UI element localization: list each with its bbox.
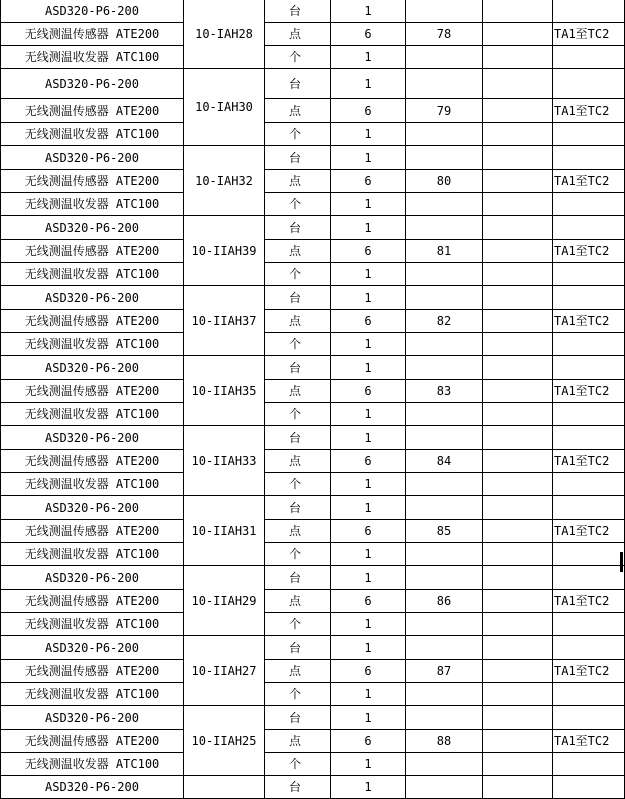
unit-cell[interactable]: 台 — [265, 496, 331, 520]
table-row — [1, 520, 625, 543]
quantity-cell[interactable]: 1 — [331, 683, 406, 706]
table-row — [1, 23, 625, 46]
blank-cell[interactable] — [483, 310, 553, 333]
quantity-cell[interactable]: 6 — [331, 590, 406, 613]
table-row — [1, 46, 625, 69]
sequence-cell[interactable]: 80 — [406, 170, 483, 193]
blank-cell[interactable] — [406, 216, 483, 240]
unit-cell[interactable]: 个 — [265, 123, 331, 146]
unit-cell[interactable]: 台 — [265, 0, 331, 23]
range-cell[interactable]: TA1至TC2 — [553, 520, 625, 543]
unit-cell[interactable]: 点 — [265, 660, 331, 683]
quantity-cell[interactable]: 6 — [331, 450, 406, 473]
item-name-cell[interactable]: 无线测温传感器 ATE200 — [1, 23, 184, 46]
panel-code-cell[interactable]: 10-IIAH29 — [184, 566, 265, 636]
blank-cell[interactable] — [483, 193, 553, 216]
item-name-cell[interactable]: ASD320-P6-200 — [1, 146, 184, 170]
quantity-cell[interactable]: 1 — [331, 216, 406, 240]
unit-cell[interactable]: 台 — [265, 146, 331, 170]
table-row — [1, 450, 625, 473]
quantity-cell[interactable]: 1 — [331, 543, 406, 566]
table-row — [1, 263, 625, 286]
unit-cell[interactable]: 台 — [265, 776, 331, 799]
blank-cell[interactable] — [406, 683, 483, 706]
item-name-cell[interactable]: 无线测温传感器 ATE200 — [1, 660, 184, 683]
panel-code-cell[interactable]: 10-IAH28 — [184, 0, 265, 69]
quantity-cell[interactable]: 1 — [331, 613, 406, 636]
blank-cell[interactable] — [483, 403, 553, 426]
blank-cell[interactable] — [553, 706, 625, 730]
item-name-cell[interactable]: 无线测温收发器 ATC100 — [1, 613, 184, 636]
table-row — [1, 356, 625, 380]
unit-cell[interactable]: 台 — [265, 636, 331, 660]
table-row — [1, 473, 625, 496]
quantity-cell[interactable]: 6 — [331, 310, 406, 333]
blank-cell[interactable] — [483, 496, 553, 520]
unit-cell[interactable]: 点 — [265, 23, 331, 46]
item-name-cell[interactable]: 无线测温传感器 ATE200 — [1, 170, 184, 193]
table-row — [1, 69, 625, 99]
blank-cell[interactable] — [483, 69, 553, 99]
item-name-cell[interactable]: 无线测温传感器 ATE200 — [1, 730, 184, 753]
unit-cell[interactable]: 台 — [265, 216, 331, 240]
blank-cell[interactable] — [553, 543, 625, 566]
blank-cell[interactable] — [406, 333, 483, 356]
table-row — [1, 636, 625, 660]
blank-cell[interactable] — [483, 543, 553, 566]
table-row — [1, 683, 625, 706]
blank-cell[interactable] — [483, 333, 553, 356]
quantity-cell[interactable]: 1 — [331, 333, 406, 356]
table-row — [1, 496, 625, 520]
quantity-cell[interactable]: 1 — [331, 636, 406, 660]
blank-cell[interactable] — [483, 706, 553, 730]
item-name-cell[interactable]: ASD320-P6-200 — [1, 356, 184, 380]
table-row — [1, 310, 625, 333]
blank-cell[interactable] — [553, 356, 625, 380]
blank-cell[interactable] — [483, 590, 553, 613]
table-row — [1, 403, 625, 426]
blank-cell[interactable] — [483, 263, 553, 286]
blank-cell[interactable] — [483, 240, 553, 263]
blank-cell[interactable] — [406, 286, 483, 310]
quantity-cell[interactable]: 1 — [331, 753, 406, 776]
item-name-cell[interactable]: ASD320-P6-200 — [1, 496, 184, 520]
unit-cell[interactable]: 点 — [265, 380, 331, 403]
blank-cell[interactable] — [406, 706, 483, 730]
blank-cell[interactable] — [483, 613, 553, 636]
blank-cell[interactable] — [483, 753, 553, 776]
blank-cell[interactable] — [406, 613, 483, 636]
unit-cell[interactable]: 个 — [265, 193, 331, 216]
blank-cell[interactable] — [483, 380, 553, 403]
unit-cell[interactable]: 个 — [265, 683, 331, 706]
item-name-cell[interactable]: 无线测温传感器 ATE200 — [1, 99, 184, 123]
blank-cell[interactable] — [483, 123, 553, 146]
sequence-cell[interactable]: 82 — [406, 310, 483, 333]
item-name-cell[interactable]: 无线测温收发器 ATC100 — [1, 123, 184, 146]
quantity-cell[interactable]: 1 — [331, 0, 406, 23]
panel-code-cell[interactable]: 10-IAH30 — [184, 69, 265, 146]
unit-cell[interactable]: 台 — [265, 356, 331, 380]
blank-cell[interactable] — [483, 23, 553, 46]
table-row — [1, 333, 625, 356]
table-row — [1, 286, 625, 310]
blank-cell[interactable] — [406, 146, 483, 170]
blank-cell[interactable] — [553, 403, 625, 426]
table-row — [1, 193, 625, 216]
range-cell[interactable]: TA1至TC2 — [553, 99, 625, 123]
table-row — [1, 776, 625, 799]
unit-cell[interactable]: 点 — [265, 240, 331, 263]
cell-cursor-marker — [620, 552, 623, 572]
blank-cell[interactable] — [406, 263, 483, 286]
item-name-cell[interactable]: 无线测温收发器 ATC100 — [1, 683, 184, 706]
unit-cell[interactable]: 台 — [265, 706, 331, 730]
sequence-cell[interactable]: 84 — [406, 450, 483, 473]
blank-cell[interactable] — [483, 286, 553, 310]
unit-cell[interactable]: 点 — [265, 590, 331, 613]
quantity-cell[interactable]: 1 — [331, 496, 406, 520]
blank-cell[interactable] — [553, 193, 625, 216]
blank-cell[interactable] — [406, 636, 483, 660]
blank-cell[interactable] — [406, 193, 483, 216]
sequence-cell[interactable]: 87 — [406, 660, 483, 683]
panel-code-cell[interactable]: 10-IIAH33 — [184, 426, 265, 496]
blank-cell[interactable] — [483, 660, 553, 683]
blank-cell[interactable] — [483, 636, 553, 660]
blank-cell[interactable] — [483, 473, 553, 496]
table-row — [1, 426, 625, 450]
range-cell[interactable]: TA1至TC2 — [553, 730, 625, 753]
table-row — [1, 0, 625, 23]
quantity-cell[interactable]: 1 — [331, 46, 406, 69]
quantity-cell[interactable]: 6 — [331, 520, 406, 543]
blank-cell[interactable] — [553, 776, 625, 799]
range-cell[interactable]: TA1至TC2 — [553, 380, 625, 403]
sequence-cell[interactable]: 81 — [406, 240, 483, 263]
panel-code-cell[interactable]: 10-IIAH31 — [184, 496, 265, 566]
range-cell[interactable]: TA1至TC2 — [553, 170, 625, 193]
quantity-cell[interactable]: 1 — [331, 286, 406, 310]
item-name-cell[interactable]: 无线测温收发器 ATC100 — [1, 263, 184, 286]
unit-cell[interactable]: 点 — [265, 170, 331, 193]
blank-cell[interactable] — [553, 286, 625, 310]
blank-cell[interactable] — [553, 146, 625, 170]
unit-cell[interactable]: 点 — [265, 310, 331, 333]
item-name-cell[interactable]: ASD320-P6-200 — [1, 216, 184, 240]
unit-cell[interactable]: 个 — [265, 46, 331, 69]
panel-code-cell[interactable]: 10-IIAH27 — [184, 636, 265, 706]
blank-cell[interactable] — [553, 566, 625, 590]
item-name-cell[interactable]: ASD320-P6-200 — [1, 776, 184, 799]
sequence-cell[interactable]: 79 — [406, 99, 483, 123]
quantity-cell[interactable]: 1 — [331, 426, 406, 450]
table-row — [1, 380, 625, 403]
unit-cell[interactable]: 个 — [265, 543, 331, 566]
unit-cell[interactable]: 台 — [265, 286, 331, 310]
blank-cell[interactable] — [483, 426, 553, 450]
table-row — [1, 146, 625, 170]
blank-cell[interactable] — [553, 69, 625, 99]
range-cell[interactable]: TA1至TC2 — [553, 310, 625, 333]
item-name-cell[interactable]: ASD320-P6-200 — [1, 636, 184, 660]
panel-code-cell[interactable] — [184, 776, 265, 799]
blank-cell[interactable] — [406, 426, 483, 450]
quantity-cell[interactable]: 6 — [331, 99, 406, 123]
blank-cell[interactable] — [553, 683, 625, 706]
blank-cell[interactable] — [553, 123, 625, 146]
panel-code-cell[interactable]: 10-IIAH25 — [184, 706, 265, 776]
range-cell[interactable]: TA1至TC2 — [553, 23, 625, 46]
unit-cell[interactable]: 点 — [265, 520, 331, 543]
blank-cell[interactable] — [483, 99, 553, 123]
sequence-cell[interactable]: 88 — [406, 730, 483, 753]
blank-cell[interactable] — [406, 473, 483, 496]
blank-cell[interactable] — [553, 473, 625, 496]
unit-cell[interactable]: 台 — [265, 69, 331, 99]
range-cell[interactable]: TA1至TC2 — [553, 450, 625, 473]
blank-cell[interactable] — [553, 263, 625, 286]
blank-cell[interactable] — [483, 0, 553, 23]
blank-cell[interactable] — [483, 450, 553, 473]
range-cell[interactable]: TA1至TC2 — [553, 660, 625, 683]
blank-cell[interactable] — [483, 730, 553, 753]
item-name-cell[interactable]: ASD320-P6-200 — [1, 566, 184, 590]
sequence-cell[interactable]: 78 — [406, 23, 483, 46]
blank-cell[interactable] — [406, 403, 483, 426]
unit-cell[interactable]: 个 — [265, 403, 331, 426]
panel-code-cell[interactable]: 10-IIAH35 — [184, 356, 265, 426]
blank-cell[interactable] — [483, 520, 553, 543]
table-row — [1, 613, 625, 636]
table-row — [1, 99, 625, 123]
sequence-cell[interactable]: 83 — [406, 380, 483, 403]
panel-code-cell[interactable]: 10-IAH32 — [184, 146, 265, 216]
table-row — [1, 706, 625, 730]
item-name-cell[interactable]: 无线测温传感器 ATE200 — [1, 240, 184, 263]
item-name-cell[interactable]: 无线测温收发器 ATC100 — [1, 333, 184, 356]
quantity-cell[interactable]: 1 — [331, 356, 406, 380]
unit-cell[interactable]: 点 — [265, 450, 331, 473]
quantity-cell[interactable]: 1 — [331, 473, 406, 496]
item-name-cell[interactable]: ASD320-P6-200 — [1, 286, 184, 310]
table-row — [1, 660, 625, 683]
table-row — [1, 566, 625, 590]
quantity-cell[interactable]: 1 — [331, 69, 406, 99]
quantity-cell[interactable]: 6 — [331, 380, 406, 403]
quantity-cell[interactable]: 1 — [331, 566, 406, 590]
blank-cell[interactable] — [406, 496, 483, 520]
blank-cell[interactable] — [483, 356, 553, 380]
blank-cell[interactable] — [406, 566, 483, 590]
blank-cell[interactable] — [483, 566, 553, 590]
blank-cell[interactable] — [406, 356, 483, 380]
table-row — [1, 543, 625, 566]
blank-cell[interactable] — [406, 123, 483, 146]
blank-cell[interactable] — [483, 170, 553, 193]
quantity-cell[interactable]: 1 — [331, 123, 406, 146]
blank-cell[interactable] — [406, 0, 483, 23]
item-name-cell[interactable]: 无线测温传感器 ATE200 — [1, 310, 184, 333]
panel-code-cell[interactable]: 10-IIAH37 — [184, 286, 265, 356]
blank-cell[interactable] — [553, 426, 625, 450]
sequence-cell[interactable]: 85 — [406, 520, 483, 543]
blank-cell[interactable] — [483, 776, 553, 799]
item-name-cell[interactable]: ASD320-P6-200 — [1, 69, 184, 99]
blank-cell[interactable] — [406, 543, 483, 566]
quantity-cell[interactable]: 1 — [331, 403, 406, 426]
blank-cell[interactable] — [483, 146, 553, 170]
quantity-cell[interactable]: 1 — [331, 776, 406, 799]
quantity-cell[interactable]: 6 — [331, 23, 406, 46]
item-name-cell[interactable]: 无线测温传感器 ATE200 — [1, 380, 184, 403]
item-name-cell[interactable]: 无线测温收发器 ATC100 — [1, 473, 184, 496]
quantity-cell[interactable]: 1 — [331, 193, 406, 216]
panel-code-cell[interactable]: 10-IIAH39 — [184, 216, 265, 286]
blank-cell[interactable] — [406, 69, 483, 99]
table-row — [1, 753, 625, 776]
blank-cell[interactable] — [553, 496, 625, 520]
blank-cell[interactable] — [483, 216, 553, 240]
quantity-cell[interactable]: 6 — [331, 240, 406, 263]
unit-cell[interactable]: 个 — [265, 753, 331, 776]
blank-cell[interactable] — [553, 333, 625, 356]
item-name-cell[interactable]: ASD320-P6-200 — [1, 0, 184, 23]
item-name-cell[interactable]: ASD320-P6-200 — [1, 426, 184, 450]
quantity-cell[interactable]: 6 — [331, 660, 406, 683]
blank-cell[interactable] — [553, 46, 625, 69]
table-row — [1, 216, 625, 240]
range-cell[interactable]: TA1至TC2 — [553, 240, 625, 263]
blank-cell[interactable] — [483, 46, 553, 69]
quantity-cell[interactable]: 1 — [331, 263, 406, 286]
unit-cell[interactable]: 台 — [265, 566, 331, 590]
quantity-cell[interactable]: 1 — [331, 146, 406, 170]
quantity-cell[interactable]: 6 — [331, 170, 406, 193]
item-name-cell[interactable]: 无线测温收发器 ATC100 — [1, 403, 184, 426]
blank-cell[interactable] — [553, 0, 625, 23]
item-name-cell[interactable]: 无线测温收发器 ATC100 — [1, 543, 184, 566]
item-name-cell[interactable]: ASD320-P6-200 — [1, 706, 184, 730]
unit-cell[interactable]: 点 — [265, 730, 331, 753]
blank-cell[interactable] — [406, 776, 483, 799]
quantity-cell[interactable]: 1 — [331, 706, 406, 730]
sequence-cell[interactable]: 86 — [406, 590, 483, 613]
table-row — [1, 730, 625, 753]
quantity-cell[interactable]: 6 — [331, 730, 406, 753]
table-row — [1, 590, 625, 613]
unit-cell[interactable]: 个 — [265, 613, 331, 636]
unit-cell[interactable]: 个 — [265, 333, 331, 356]
item-name-cell[interactable]: 无线测温传感器 ATE200 — [1, 520, 184, 543]
blank-cell[interactable] — [553, 613, 625, 636]
item-name-cell[interactable]: 无线测温传感器 ATE200 — [1, 590, 184, 613]
unit-cell[interactable]: 个 — [265, 263, 331, 286]
table-row — [1, 240, 625, 263]
table-row — [1, 170, 625, 193]
item-name-cell[interactable]: 无线测温传感器 ATE200 — [1, 450, 184, 473]
unit-cell[interactable]: 点 — [265, 99, 331, 123]
blank-cell[interactable] — [406, 753, 483, 776]
unit-cell[interactable]: 台 — [265, 426, 331, 450]
blank-cell[interactable] — [406, 46, 483, 69]
item-name-cell[interactable]: 无线测温收发器 ATC100 — [1, 46, 184, 69]
item-name-cell[interactable]: 无线测温收发器 ATC100 — [1, 753, 184, 776]
blank-cell[interactable] — [483, 683, 553, 706]
table-row — [1, 123, 625, 146]
blank-cell[interactable] — [553, 216, 625, 240]
range-cell[interactable]: TA1至TC2 — [553, 590, 625, 613]
unit-cell[interactable]: 个 — [265, 473, 331, 496]
blank-cell[interactable] — [553, 753, 625, 776]
item-name-cell[interactable]: 无线测温收发器 ATC100 — [1, 193, 184, 216]
blank-cell[interactable] — [553, 636, 625, 660]
